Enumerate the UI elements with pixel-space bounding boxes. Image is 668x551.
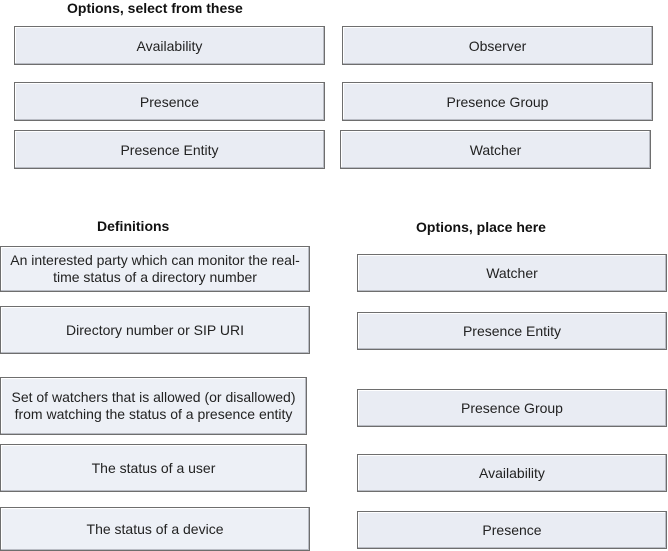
definition-presence-entity (0, 306, 310, 354)
option-label: Presence (139, 93, 200, 110)
definitions-heading: Definitions (97, 218, 170, 234)
placed-label: Presence (482, 522, 542, 538)
placed-label: Presence Group (461, 400, 563, 416)
definition-availability (0, 444, 307, 492)
definition-presence-group (0, 377, 307, 435)
placed-option-watcher[interactable] (357, 254, 667, 292)
option-watcher[interactable] (340, 130, 651, 169)
option-label: Observer (468, 37, 527, 54)
definition-text: The status of a device (86, 520, 224, 537)
placed-label: Watcher (486, 265, 538, 281)
definition-watcher (0, 246, 310, 292)
definition-text: Directory number or SIP URI (66, 321, 244, 338)
option-label: Presence Entity (120, 141, 219, 158)
definition-text: An interested party which can monitor the real-time status of a directory number (10, 252, 300, 285)
options-place-heading: Options, place here (416, 219, 546, 235)
option-availability[interactable] (14, 26, 325, 65)
placed-option-presence-entity[interactable] (357, 312, 667, 350)
option-label: Presence Group (446, 93, 549, 110)
placed-label: Availability (479, 465, 545, 481)
definition-text: The status of a user (91, 459, 216, 476)
option-presence[interactable] (14, 82, 325, 121)
placed-option-presence[interactable] (357, 511, 667, 549)
option-observer[interactable] (342, 26, 653, 65)
placed-label: Presence Entity (462, 323, 562, 339)
option-presence-entity[interactable] (14, 130, 325, 169)
option-label: Availability (136, 37, 203, 54)
option-presence-group[interactable] (342, 82, 653, 121)
option-label: Watcher (469, 141, 522, 158)
placed-option-availability[interactable] (357, 454, 667, 492)
options-select-heading: Options, select from these (67, 0, 243, 16)
definition-text: Set of watchers that is allowed (or disallowed) from watching the status of a presence entity (11, 389, 296, 422)
definition-presence (0, 507, 310, 551)
placed-option-presence-group[interactable] (357, 389, 667, 427)
